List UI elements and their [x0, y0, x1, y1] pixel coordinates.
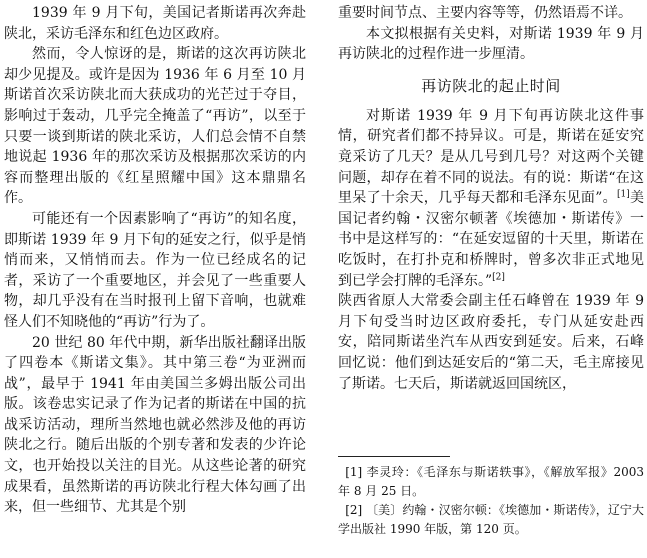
paragraph-text: 美国记者约翰・汉密尔顿著《埃德加・斯诺传》一书中是这样写的：“在延安逗留的十天里，斯诺在吃饭时，在打扑克和桥牌时，曾多次非正式地见到已学会打牌的毛泽东。”	[338, 190, 645, 289]
footnote-divider	[338, 456, 450, 457]
paragraph-intro: 本文拟根据有关史料，对斯诺 1939 年 9 月再访陕北的过程作进一步厘清。	[338, 25, 644, 63]
paragraph: 20 世纪 80 年代中期，新华出版社翻译出版了四卷本《斯诺文集》。其中第三卷“为亚洲而战”，最早于 1941 年由美国兰多姆出版公司出版。该卷忠实记录了作为记者的斯诺在中国的抗战采访活动，理所当然地也就必然涉及他的再访陕北之行。随后出版的个别专著和发表的少许论文，也开始投以关注的目光。从这些论著的研究成果看，虽然斯诺的再访陕北行程大体勾画了出来，但一些细节、尤其是个别	[4, 334, 306, 516]
footnote-2: [2] 〔美〕约翰・汉密尔顿：《埃德加・斯诺传》，辽宁大学出版社 1990 年版，第 120 页。	[338, 503, 644, 536]
left-column	[4, 3, 306, 518]
footnote-ref-1[interactable]: [1]	[616, 189, 630, 200]
section-title: 再访陕北的起止时间	[421, 76, 561, 95]
paragraph	[338, 106, 644, 291]
paragraph: 1939 年 9 月下旬，美国记者斯诺再次奔赴陕北，采访毛泽东和红色边区政府。	[4, 5, 306, 42]
right-column	[338, 3, 644, 394]
paragraph: 然而，令人惊讶的是，斯诺的这次再访陕北却少见提及。或许是因为 1936 年 6 月至 10 月斯诺首次采访陕北而大获成功的光芒过于夺目，影响过于轰动，几乎完全掩盖了“再访”，以至于只要一谈到斯诺的陕北采访，人们总会情不自禁地说起 1936 年的那次采访及根据那次采访的内容而整理出版的《红星照耀中国》这本鼎鼎名作。	[4, 46, 306, 207]
paragraph-text: 对斯诺 1939 年 9 月下旬再访陕北这件事情，研究者们都不持异议。可是，斯诺在延安究竟采访了几天？是从几号到几号？对这两个关键问题，却存在着不同的说法。有的说：斯诺“在这里呆了十余天，几乎每天都和毛泽东见面”。	[338, 107, 644, 207]
footnote-ref-2[interactable]: [2]	[492, 271, 505, 282]
paragraph-continuation: 重要时间节点、主要内容等等，仍然语焉不详。	[338, 5, 632, 21]
paragraph: 陕西省原人大常委会副主任石峰曾在 1939 年 9 月下旬受当时边区政府委托，专门从延安赴西安，陪同斯诺坐汽车从西安到延安。后来，石峰回忆说：他们到达延安后的“第二天，毛主席接见了斯诺。七天后，斯诺就返回国统区，	[338, 293, 644, 392]
paragraph: 可能还有一个因素影响了“再访”的知名度，即斯诺 1939 年 9 月下旬的延安之行，似乎是悄悄而来，又悄悄而去。作为一位已经成名的记者，采访了一个重要地区，并会见了一些重要人物，却几乎没有在当时报刊上留下音响，也就难怪人们不知晓他的“再访”行为了。	[4, 210, 306, 330]
footnotes	[338, 456, 644, 539]
footnote-1: [1] 李灵玲：《毛泽东与斯诺轶事》，《解放军报》2003 年 8 月 25 日。	[338, 465, 644, 498]
